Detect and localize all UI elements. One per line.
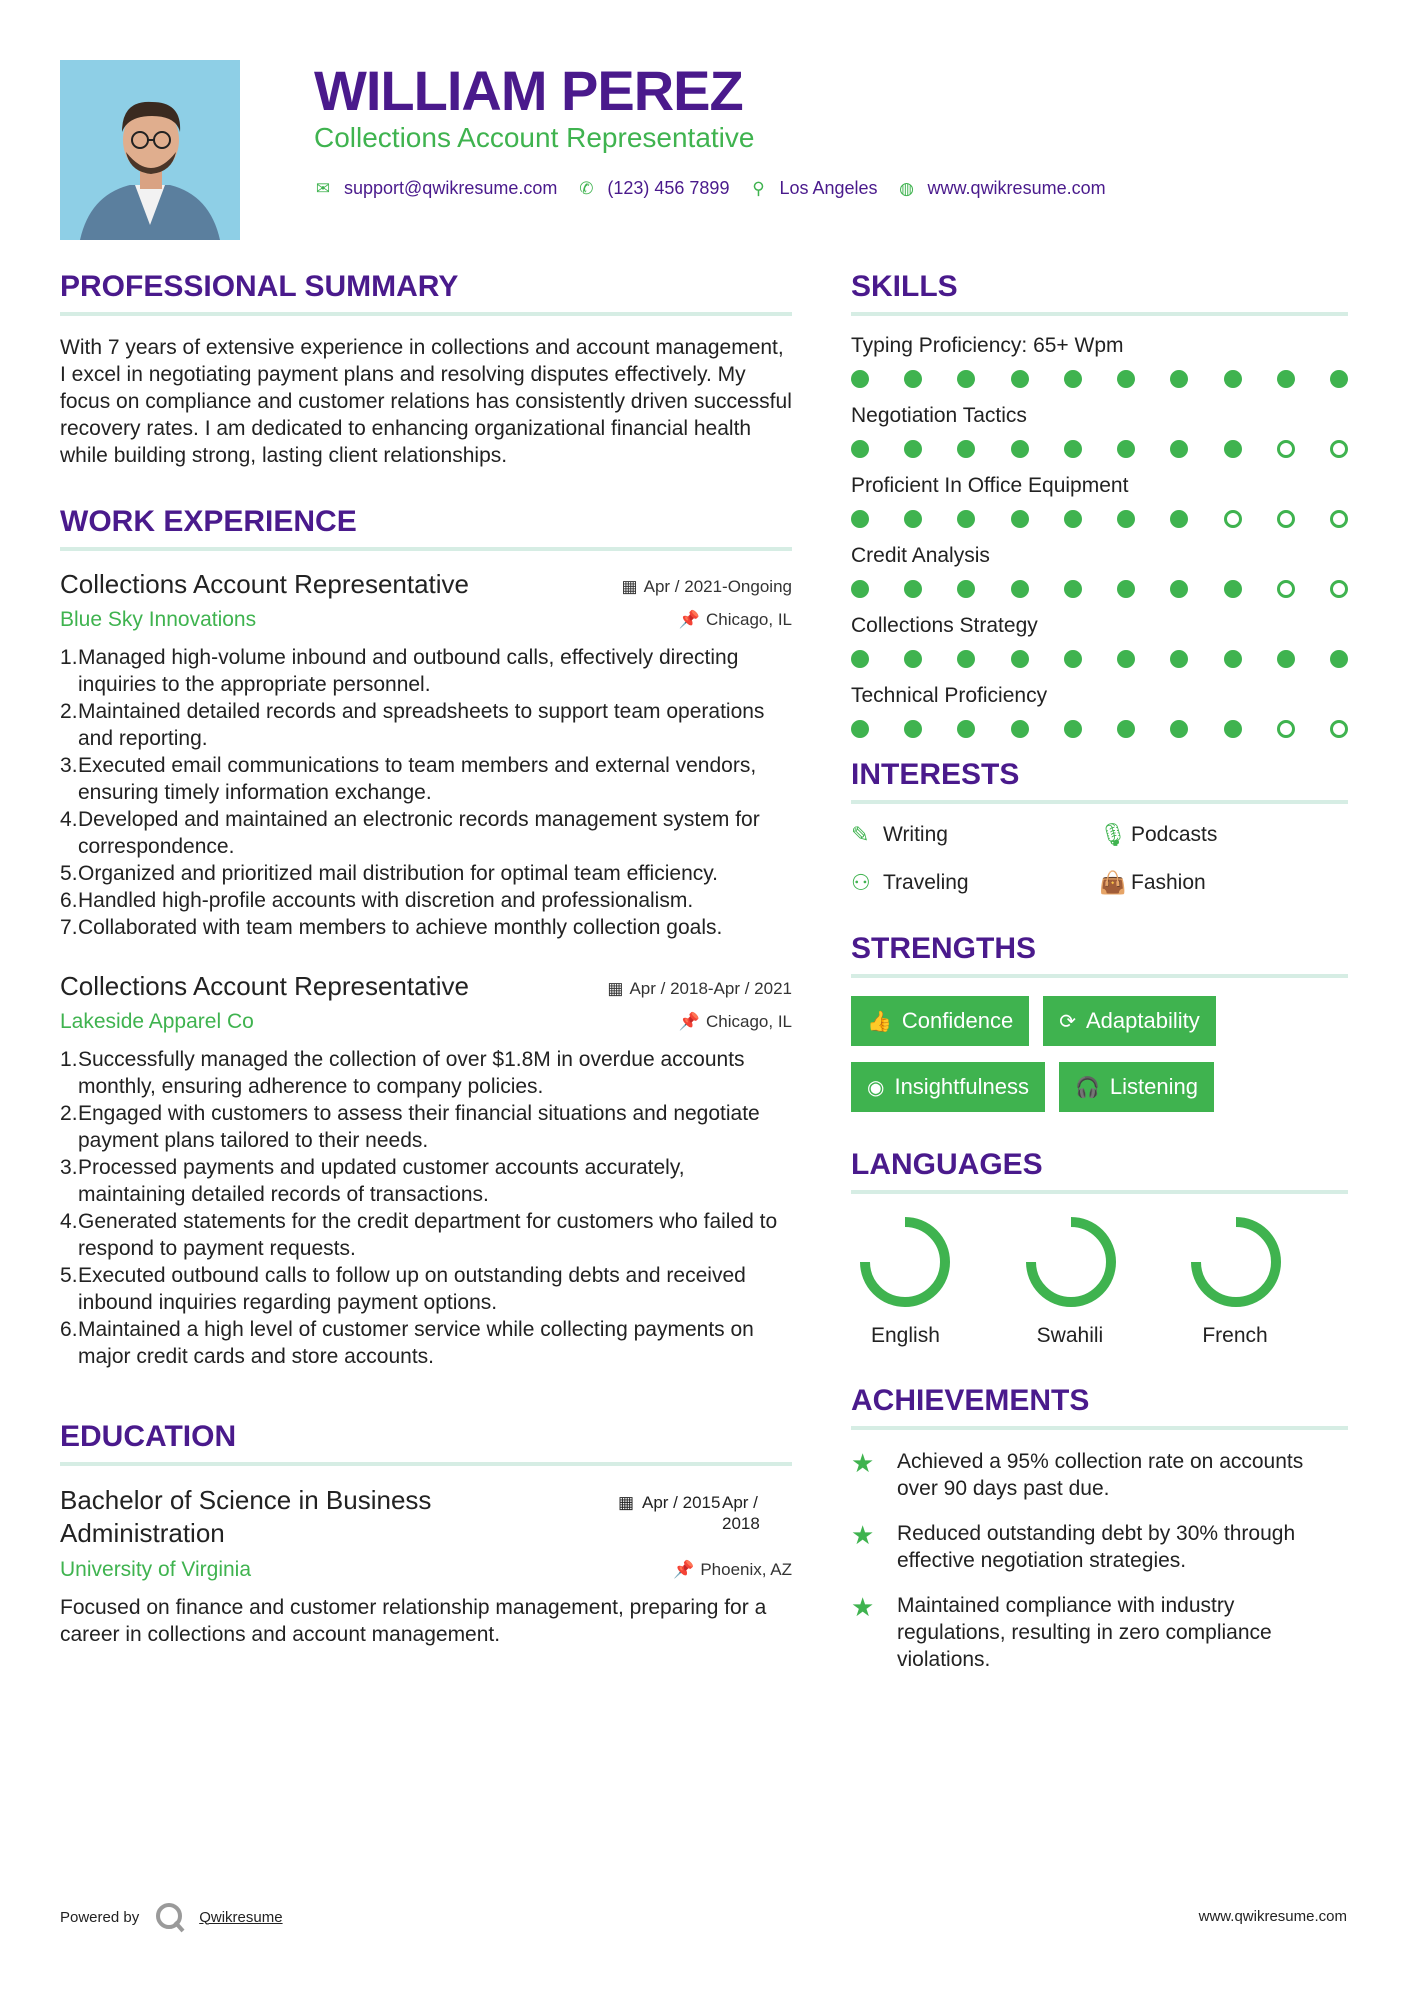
experience-heading: WORK EXPERIENCE — [60, 505, 792, 551]
job-date-text: Apr / 2021-Ongoing — [643, 577, 792, 596]
interest-item — [1099, 822, 1347, 848]
rating-dot-filled — [1011, 510, 1029, 528]
education-degree: Bachelor of Science in Business Administration — [60, 1485, 432, 1548]
job-location-text: Chicago, IL — [706, 610, 792, 629]
rating-dot-filled — [1170, 370, 1188, 388]
summary-text: With 7 years of extensive experience in collections and account management, I excel in negotiating payment plans and resolving disputes effectively. My focus on compliance and customer relations has consistently driven successful recovery rates. I am dedicated to enhancing organizational financial health while building strong, lasting client relationships. — [60, 336, 792, 467]
contact-phone[interactable]: (123) 456 7899 — [607, 178, 730, 198]
strength-chip — [851, 1062, 1045, 1112]
interests-list — [851, 822, 1348, 896]
job-title: Collections Account Representative — [60, 569, 470, 599]
pencil-icon: ✎ — [851, 822, 870, 847]
qwikresume-logo-icon — [153, 1900, 187, 1934]
language-item — [1182, 1212, 1348, 1348]
rating-dot-filled — [1170, 650, 1188, 668]
rating-dot-filled — [1330, 370, 1348, 388]
rating-dot-empty — [1277, 580, 1295, 598]
interest-label: Traveling — [883, 871, 969, 894]
rating-dot-filled — [904, 650, 922, 668]
left-column — [60, 270, 792, 1648]
rating-dot-filled — [1117, 510, 1135, 528]
skill-rating — [851, 650, 1348, 668]
thumbs-up-icon: 👍 — [867, 1010, 892, 1033]
contact-location: Los Angeles — [779, 178, 878, 198]
job-company: Blue Sky Innovations — [60, 608, 257, 631]
language-ring — [855, 1212, 955, 1312]
rating-dot-filled — [957, 370, 975, 388]
job-date — [622, 577, 792, 597]
contact-bar — [314, 178, 1126, 199]
rating-dot-filled — [957, 440, 975, 458]
strength-label: Insightfulness — [894, 1074, 1029, 1099]
rating-dot-filled — [1224, 440, 1242, 458]
rating-dot-filled — [851, 720, 869, 738]
education-dates — [618, 1492, 792, 1534]
shopping-bag-icon: 👜 — [1099, 870, 1127, 895]
skills-list — [851, 334, 1348, 738]
language-item — [851, 1212, 1017, 1348]
rating-dot-filled — [1064, 510, 1082, 528]
skill-item — [851, 404, 1348, 458]
education-location-text: Phoenix, AZ — [700, 1560, 792, 1579]
languages-heading: LANGUAGES — [851, 1148, 1348, 1194]
skill-item — [851, 684, 1348, 738]
duty-item: Collaborated with team members to achieve monthly collection goals. — [78, 916, 723, 939]
rating-dot-empty — [1330, 440, 1348, 458]
job-title: Collections Account Representative — [60, 971, 470, 1001]
rating-dot-filled — [1224, 370, 1242, 388]
skill-rating — [851, 720, 1348, 738]
calendar-icon: ▦ — [617, 1493, 634, 1512]
language-ring-arc — [865, 1222, 945, 1302]
education-end-date: Apr / 2018 — [722, 1493, 760, 1533]
strength-label: Adaptability — [1085, 1008, 1200, 1033]
brand-link[interactable]: Qwikresume — [199, 1908, 283, 1926]
duty-item: Handled high-profile accounts with discretion and professionalism. — [78, 889, 694, 912]
strengths-list — [851, 996, 1348, 1112]
rating-dot-filled — [1117, 370, 1135, 388]
skill-item — [851, 614, 1348, 668]
achievements-heading: ACHIEVEMENTS — [851, 1384, 1348, 1430]
rating-dot-filled — [851, 440, 869, 458]
interest-item — [1099, 870, 1347, 896]
rating-dot-filled — [1064, 440, 1082, 458]
rating-dot-filled — [1277, 650, 1295, 668]
languages-list — [851, 1212, 1348, 1348]
job-duties — [78, 644, 792, 941]
skill-rating — [851, 510, 1348, 528]
rating-dot-filled — [1064, 650, 1082, 668]
rating-dot-filled — [851, 580, 869, 598]
rating-dot-filled — [1011, 580, 1029, 598]
rating-dot-filled — [1224, 720, 1242, 738]
interest-item — [851, 822, 1099, 848]
skill-name: Negotiation Tactics — [851, 404, 1027, 427]
interest-label: Podcasts — [1131, 823, 1218, 846]
rating-dot-filled — [1011, 650, 1029, 668]
globe-icon: ◍ — [899, 178, 914, 198]
rating-dot-filled — [1117, 650, 1135, 668]
skill-rating — [851, 370, 1348, 388]
language-name: Swahili — [1036, 1324, 1104, 1347]
job-location — [679, 1012, 792, 1032]
contact-email[interactable]: support@qwikresume.com — [344, 178, 558, 198]
language-ring — [1021, 1212, 1121, 1312]
rating-dot-filled — [1170, 720, 1188, 738]
map-pin-icon: ⚲ — [752, 178, 765, 198]
rating-dot-filled — [904, 510, 922, 528]
interest-item — [851, 870, 1099, 896]
skill-name: Technical Proficiency — [851, 684, 1048, 707]
duty-item: Executed outbound calls to follow up on outstanding debts and received inbound inquiries regarding payment options. — [78, 1264, 746, 1314]
rating-dot-empty — [1330, 720, 1348, 738]
rating-dot-filled — [1224, 650, 1242, 668]
strength-label: Listening — [1109, 1074, 1198, 1099]
contact-website[interactable]: www.qwikresume.com — [927, 178, 1106, 198]
education-heading: EDUCATION — [60, 1420, 792, 1466]
rating-dot-filled — [1330, 650, 1348, 668]
rating-dot-filled — [957, 510, 975, 528]
rating-dot-empty — [1330, 510, 1348, 528]
rating-dot-filled — [1117, 440, 1135, 458]
strength-chip — [1059, 1062, 1214, 1112]
duty-item: Successfully managed the collection of over $1.8M in overdue accounts monthly, ensuring adherence to company policies. — [78, 1048, 745, 1098]
job-location-text: Chicago, IL — [706, 1012, 792, 1031]
rating-dot-empty — [1224, 510, 1242, 528]
rating-dot-empty — [1277, 510, 1295, 528]
skill-rating — [851, 440, 1348, 458]
strength-chip — [1043, 996, 1216, 1046]
rating-dot-filled — [1224, 580, 1242, 598]
pushpin-icon: 📌 — [678, 610, 700, 629]
rating-dot-filled — [1064, 720, 1082, 738]
pushpin-icon: 📌 — [678, 1012, 700, 1031]
microphone-icon: 🎙 — [1099, 822, 1127, 847]
job-date — [607, 979, 792, 999]
duty-item: Engaged with customers to assess their financial situations and negotiate payment plans tailored to their needs. — [78, 1102, 760, 1152]
candidate-title: Collections Account Representative — [314, 122, 755, 153]
skill-name: Proficient In Office Equipment — [851, 474, 1129, 497]
pushpin-icon: 📌 — [673, 1560, 695, 1579]
achievement-item — [851, 1520, 1348, 1574]
skill-rating — [851, 580, 1348, 598]
rating-dot-filled — [1170, 580, 1188, 598]
strengths-heading: STRENGTHS — [851, 932, 1348, 978]
education-description: Focused on finance and customer relationship management, preparing for a career in collections and account management. — [60, 1596, 767, 1646]
achievements-list — [851, 1448, 1348, 1673]
language-item — [1017, 1212, 1183, 1348]
rating-dot-filled — [1117, 580, 1135, 598]
rating-dot-filled — [1170, 440, 1188, 458]
rating-dot-filled — [957, 720, 975, 738]
education-school: University of Virginia — [60, 1558, 252, 1581]
job-company: Lakeside Apparel Co — [60, 1010, 254, 1033]
rating-dot-filled — [904, 720, 922, 738]
duty-item: Maintained a high level of customer service while collecting payments on major credit cards and store accounts. — [78, 1318, 754, 1368]
achievement-item — [851, 1448, 1348, 1502]
duty-item: Organized and prioritized mail distribution for optimal team efficiency. — [78, 862, 719, 885]
strength-label: Confidence — [901, 1008, 1014, 1033]
duty-item: Generated statements for the credit department for customers who failed to respond to payment requests. — [78, 1210, 778, 1260]
rating-dot-filled — [904, 370, 922, 388]
rating-dot-filled — [1117, 720, 1135, 738]
language-ring-arc — [1196, 1222, 1276, 1302]
footer-powered-by — [60, 1900, 283, 1934]
skill-item — [851, 334, 1348, 388]
rating-dot-filled — [1170, 510, 1188, 528]
interest-label: Fashion — [1131, 871, 1206, 894]
duty-item: Maintained detailed records and spreadsheets to support team operations and reporting. — [78, 700, 765, 750]
duty-item: Executed email communications to team members and external vendors, ensuring timely information exchange. — [78, 754, 757, 804]
rating-dot-filled — [1277, 370, 1295, 388]
rating-dot-filled — [1011, 440, 1029, 458]
rating-dot-filled — [851, 370, 869, 388]
job-location — [679, 610, 792, 630]
duty-item: Developed and maintained an electronic records management system for correspondence. — [78, 808, 760, 858]
skills-heading: SKILLS — [851, 270, 1348, 316]
profile-photo — [60, 60, 240, 240]
rating-dot-filled — [1011, 720, 1029, 738]
duty-item: Managed high-volume inbound and outbound calls, effectively directing inquiries to the appropriate personnel. — [78, 646, 739, 696]
envelope-icon: ✉ — [315, 178, 331, 198]
calendar-icon: ▦ — [607, 979, 624, 998]
language-ring-arc — [1031, 1222, 1111, 1302]
rating-dot-empty — [1277, 440, 1295, 458]
job-date-text: Apr / 2018-Apr / 2021 — [629, 979, 792, 998]
rating-dot-filled — [851, 650, 869, 668]
rating-dot-empty — [1277, 720, 1295, 738]
achievement-text: Reduced outstanding debt by 30% through effective negotiation strategies. — [897, 1522, 1296, 1572]
skill-name: Typing Proficiency: 65+ Wpm — [851, 334, 1124, 357]
language-name: English — [871, 1324, 940, 1347]
binoculars-icon: ⚇ — [851, 870, 871, 895]
eye-icon: ◉ — [867, 1076, 885, 1099]
rating-dot-filled — [957, 580, 975, 598]
rating-dot-filled — [957, 650, 975, 668]
interest-label: Writing — [883, 823, 948, 846]
job-entry — [60, 569, 792, 941]
job-entry — [60, 971, 792, 1370]
candidate-name: WILLIAM PEREZ — [314, 59, 743, 122]
rating-dot-filled — [1011, 370, 1029, 388]
star-icon: ★ — [851, 1520, 875, 1550]
phone-icon: ✆ — [579, 178, 594, 198]
skill-name: Credit Analysis — [851, 544, 990, 567]
duty-item: Processed payments and updated customer accounts accurately, maintaining detailed records of transactions. — [78, 1156, 685, 1206]
skill-name: Collections Strategy — [851, 614, 1038, 637]
rating-dot-filled — [851, 510, 869, 528]
star-icon: ★ — [851, 1592, 875, 1622]
rating-dot-filled — [904, 440, 922, 458]
rating-dot-filled — [1064, 580, 1082, 598]
achievement-text: Maintained compliance with industry regulations, resulting in zero compliance violations. — [897, 1594, 1272, 1671]
achievement-item — [851, 1592, 1348, 1673]
achievement-text: Achieved a 95% collection rate on accounts over 90 days past due. — [897, 1450, 1304, 1500]
star-icon: ★ — [851, 1448, 875, 1478]
language-ring — [1186, 1212, 1286, 1312]
education-start-date: Apr / 2015 — [642, 1493, 721, 1512]
calendar-icon: ▦ — [621, 577, 638, 596]
interests-heading: INTERESTS — [851, 758, 1348, 804]
language-name: French — [1202, 1324, 1268, 1347]
skill-item — [851, 474, 1348, 528]
powered-by-label: Powered by — [60, 1908, 140, 1926]
job-duties — [78, 1046, 792, 1370]
strength-chip — [851, 996, 1029, 1046]
rating-dot-empty — [1330, 580, 1348, 598]
footer-url[interactable]: www.qwikresume.com — [1198, 1908, 1347, 1925]
rating-dot-filled — [904, 580, 922, 598]
headphones-icon: 🎧 — [1074, 1076, 1100, 1099]
rating-dot-filled — [1064, 370, 1082, 388]
refresh-icon: ⟳ — [1059, 1010, 1076, 1033]
skill-item — [851, 544, 1348, 598]
education-location — [673, 1560, 792, 1580]
right-column — [851, 270, 1348, 1691]
summary-heading: PROFESSIONAL SUMMARY — [60, 270, 792, 316]
